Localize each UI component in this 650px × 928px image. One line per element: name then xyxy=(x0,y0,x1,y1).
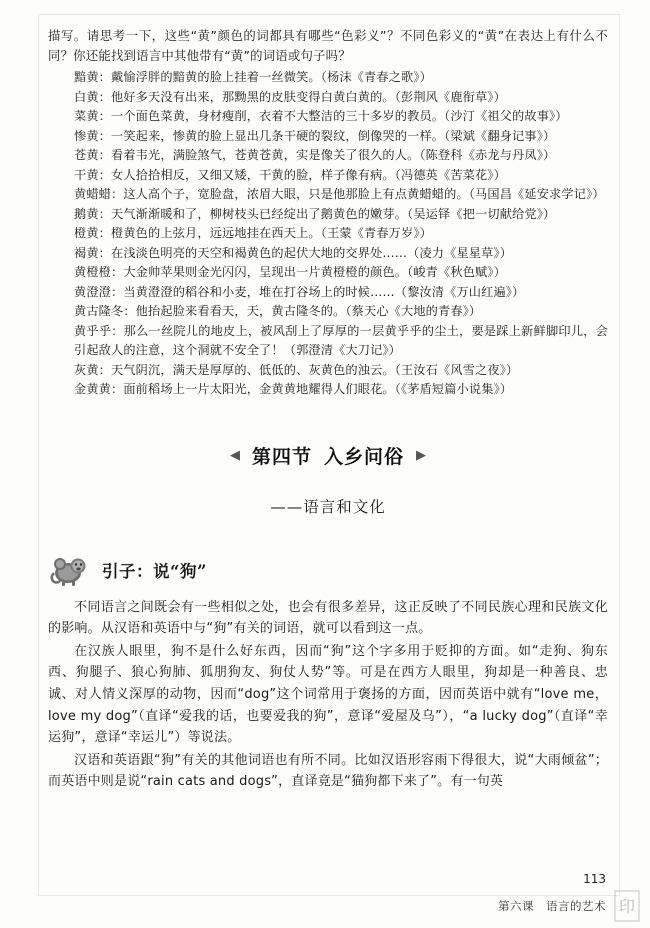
corner-stamp-icon xyxy=(614,890,640,922)
section-title: 入乡问俗 xyxy=(324,445,405,468)
body-paragraph: 汉语和英语跟“狗”有关的其他词语也有所不同。比如汉语形容雨下得很大，说“大雨倾盆”；而英语中则是说“rain cats and dogs”，直译竟是“猫狗都下来了”。有一句英 xyxy=(48,752,608,790)
dog-icon xyxy=(48,553,90,587)
list-item: 橙黄：橙黄色的上弦月，远远地挂在西天上。（王蒙《青春万岁》） xyxy=(74,226,432,241)
list-item: 黄澄澄：当黄澄澄的稻谷和小麦，堆在打谷场上的时候……（黎汝清《万山红遍》） xyxy=(74,284,525,299)
list-item: 黄蜡蜡：这人高个子，宽脸盘，浓眉大眼，只是他那脸上有点黄蜡蜡的。（马国昌《延安求学记》） xyxy=(74,187,605,202)
body-paragraph: 不同语言之间既会有一些相似之处，也会有很多差异，这正反映了不同民族心理和民族文化的影响。从汉语和英语中与“狗”有关的词语，就可以看到这一点。 xyxy=(48,599,608,637)
list-item: 黄古隆冬：他抬起脸来看看天，天，黄古隆冬的。（蔡天心《大地的青春》） xyxy=(74,304,482,319)
list-item: 惨黄：一笑起来，惨黄的脸上显出几条干硬的裂纹，倒像哭的一样。（梁斌《翻身记事》） xyxy=(74,128,556,143)
list-item: 菜黄：一个面色菜黄，身材瘦削，衣着不大整洁的三十多岁的教员。（沙汀《祖父的故事》） xyxy=(74,109,568,124)
list-item: 鹅黄：天气渐渐暖和了，柳树枝头已经绽出了鹅黄色的嫩芽。（吴运铎《把一切献给党》） xyxy=(74,206,556,221)
list-item: 金黄黄：面前稻场上一片太阳光，金黄黄地耀得人们眼花。（《茅盾短篇小说集》） xyxy=(74,382,513,397)
color-word-entry-list xyxy=(48,68,608,400)
page-content xyxy=(48,26,608,794)
list-item: 白黄：他好多天没有出来，那黝黑的皮肤变得白黄白黄的。（彭荆风《鹿衔草》） xyxy=(74,89,506,104)
list-item: 黄乎乎：那么一丝院儿的地皮上，被风刮上了厚厚的一层黄乎乎的尘土，要是踩上新鲜脚印儿，会引起敌人的注意，这个洞就不安全了！（郭澄清《大刀记》） xyxy=(74,323,608,358)
list-item: 干黄：女人拾拾相反，又细又矮，干黄的脸，样子像有病。（冯德英《苦菜花》） xyxy=(74,167,506,182)
section-subtitle: ——语言和文化 xyxy=(270,497,386,516)
intro-label: 引子：说“狗” xyxy=(102,561,207,581)
running-head: 第六课 语言的艺术 xyxy=(498,899,606,913)
page-number: 113 xyxy=(583,872,606,886)
list-item: 黯黄：戴愉浮胖的黯黄的脸上挂着一丝微笑。（杨沫《青春之歌》） xyxy=(74,70,432,85)
intro-paragraph: 描写。请思考一下，这些“黄”颜色的词都具有哪些“色彩义”？不同色彩义的“黄”在表达上有什么不同？你还能找到语言中其他带有“黄”的词语或句子吗？ xyxy=(48,28,608,63)
section-number: 第四节 xyxy=(251,445,312,468)
right-triangle-icon: ▶ xyxy=(416,447,427,463)
left-triangle-icon: ◀ xyxy=(229,447,240,463)
list-item: 褐黄：在浅淡色明亮的天空和褐黄色的起伏大地的交界处……（凌力《星星草》） xyxy=(74,245,513,260)
list-item: 苍黄：看着韦光，满脸煞气，苍黄苍黄，实是像关了很久的人。（陈登科《赤龙与丹凤》） xyxy=(74,148,556,163)
list-item: 黄橙橙：大金帅苹果则金光闪闪，呈现出一片黄橙橙的颜色。（峻青《秋色赋》） xyxy=(74,265,506,280)
svg-text:印: 印 xyxy=(618,897,636,916)
intro-block xyxy=(48,553,608,587)
list-item: 灰黄：天气阴沉，满天是厚厚的、低低的、灰黄色的浊云。（王汝石《风雪之夜》） xyxy=(74,362,519,377)
body-paragraph: 在汉族人眼里，狗不是什么好东西，因而“狗”这个字多用于贬抑的方面。如“走狗、狗东西、狗腿子、狼心狗肺、狐朋狗友、狗仗人势”等。可是在西方人眼里，狗却是一种善良、忠诚、对人情义深厚的动物，因而“dog”这个词常用于褒扬的方面，因而英语中就有“love me，love my dog”（直译“爱我的话，也要爱我的狗”，意译“爱屋及乌”），“a lucky dog”（直译“幸运狗”，意译“幸运儿”）等说法。 xyxy=(48,643,608,746)
section-heading xyxy=(48,442,608,469)
